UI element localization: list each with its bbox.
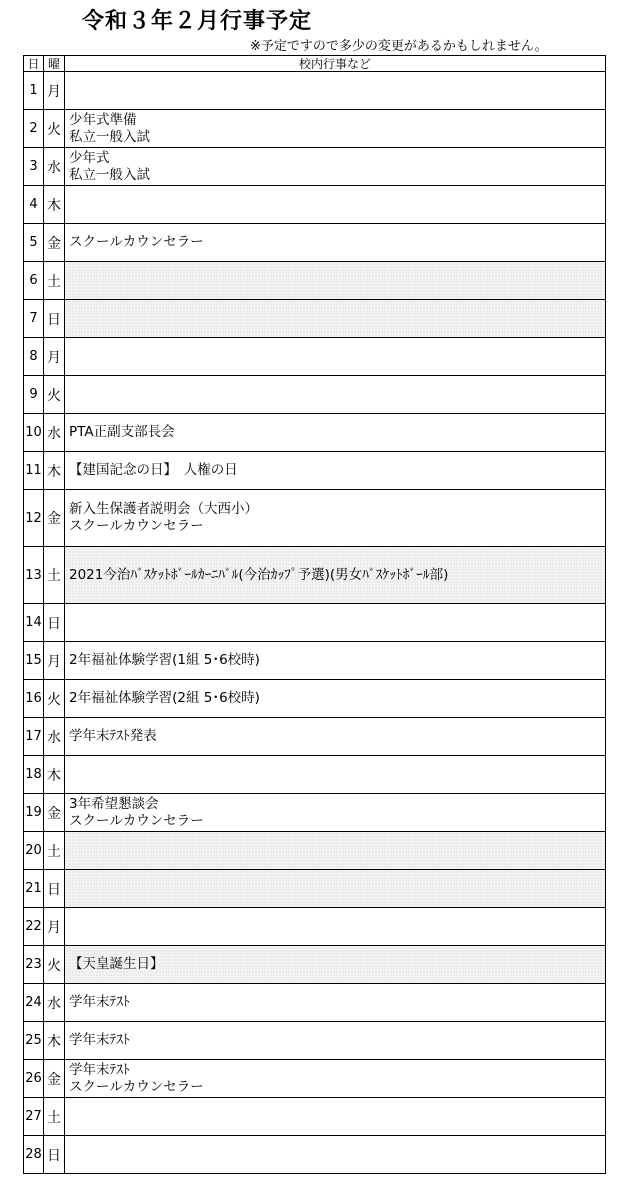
table-row (24, 414, 606, 452)
table-row (24, 376, 606, 414)
events-cell (65, 984, 606, 1022)
events-cell (65, 1022, 606, 1060)
header-day: 日 (24, 56, 44, 72)
day-cell: 6 (24, 262, 44, 300)
weekday-cell: 月 (44, 642, 65, 680)
weekday-cell: 木 (44, 756, 65, 794)
weekday-cell: 土 (44, 1098, 65, 1136)
table-row (24, 148, 606, 186)
schedule-body (24, 72, 606, 1174)
table-row (24, 718, 606, 756)
event-text: 少年式 (69, 149, 110, 166)
events-cell (65, 110, 606, 148)
table-row (24, 1098, 606, 1136)
weekday-cell: 火 (44, 946, 65, 984)
weekday-cell: 金 (44, 794, 65, 832)
day-cell: 18 (24, 756, 44, 794)
weekday-cell: 日 (44, 604, 65, 642)
table-row (24, 756, 606, 794)
weekday-cell: 金 (44, 224, 65, 262)
day-cell: 25 (24, 1022, 44, 1060)
table-row (24, 452, 606, 490)
event-text: 少年式準備 (69, 111, 137, 128)
table-row (24, 680, 606, 718)
weekday-cell: 水 (44, 718, 65, 756)
table-row (24, 946, 606, 984)
disclaimer-note: ※予定ですので多少の変更があるかもしれません。 (250, 39, 548, 54)
weekday-cell: 月 (44, 72, 65, 110)
event-text: PTA正副支部長会 (69, 424, 175, 440)
weekday-cell: 水 (44, 984, 65, 1022)
day-cell: 19 (24, 794, 44, 832)
events-cell (65, 756, 606, 794)
day-cell: 15 (24, 642, 44, 680)
event-text: 【天皇誕生日】 (69, 956, 164, 972)
table-row (24, 642, 606, 680)
weekday-cell: 木 (44, 452, 65, 490)
table-row (24, 547, 606, 604)
table-row (24, 1136, 606, 1174)
events-cell (65, 870, 606, 908)
table-row (24, 490, 606, 547)
events-cell (65, 1136, 606, 1174)
events-cell (65, 224, 606, 262)
event-text: スクールカウンセラー (69, 1078, 204, 1095)
events-cell (65, 794, 606, 832)
table-row (24, 1022, 606, 1060)
events-cell (65, 490, 606, 547)
weekday-cell: 日 (44, 870, 65, 908)
day-cell: 2 (24, 110, 44, 148)
event-text: スクールカウンセラー (69, 518, 204, 534)
table-row (24, 908, 606, 946)
day-cell: 21 (24, 870, 44, 908)
event-text: 学年末ﾃｽﾄ (69, 994, 130, 1010)
table-row (24, 832, 606, 870)
weekday-cell: 土 (44, 262, 65, 300)
events-cell (65, 338, 606, 376)
table-row (24, 262, 606, 300)
schedule-table (23, 55, 606, 1174)
weekday-cell: 木 (44, 186, 65, 224)
day-cell: 26 (24, 1060, 44, 1098)
events-cell (65, 414, 606, 452)
events-cell (65, 1060, 606, 1098)
table-row (24, 300, 606, 338)
day-cell: 9 (24, 376, 44, 414)
event-text: 私立一般入試 (69, 128, 150, 145)
events-cell (65, 148, 606, 186)
events-cell (65, 186, 606, 224)
events-cell (65, 832, 606, 870)
event-text: 私立一般入試 (69, 166, 150, 183)
table-row (24, 186, 606, 224)
table-row (24, 870, 606, 908)
events-cell (65, 680, 606, 718)
events-cell (65, 547, 606, 604)
weekday-cell: 火 (44, 680, 65, 718)
weekday-cell: 火 (44, 376, 65, 414)
weekday-cell: 木 (44, 1022, 65, 1060)
event-text: 学年末ﾃｽﾄ (69, 1061, 130, 1078)
events-cell (65, 718, 606, 756)
event-text: 【建国記念の日】 人権の日 (69, 462, 238, 478)
weekday-cell: 水 (44, 414, 65, 452)
day-cell: 11 (24, 452, 44, 490)
day-cell: 12 (24, 490, 44, 547)
table-row (24, 338, 606, 376)
header-row (24, 56, 606, 72)
header-weekday: 曜 (44, 56, 65, 72)
day-cell: 8 (24, 338, 44, 376)
events-cell (65, 908, 606, 946)
day-cell: 24 (24, 984, 44, 1022)
day-cell: 20 (24, 832, 44, 870)
day-cell: 5 (24, 224, 44, 262)
day-cell: 1 (24, 72, 44, 110)
events-cell (65, 452, 606, 490)
weekday-cell: 土 (44, 547, 65, 604)
event-text: 新入生保護者説明会（大西小） (69, 501, 258, 517)
day-cell: 3 (24, 148, 44, 186)
events-cell (65, 262, 606, 300)
events-cell (65, 642, 606, 680)
events-cell (65, 300, 606, 338)
day-cell: 17 (24, 718, 44, 756)
weekday-cell: 日 (44, 300, 65, 338)
weekday-cell: 月 (44, 338, 65, 376)
weekday-cell: 水 (44, 148, 65, 186)
weekday-cell: 月 (44, 908, 65, 946)
events-cell (65, 1098, 606, 1136)
day-cell: 14 (24, 604, 44, 642)
event-text: スクールカウンセラー (69, 812, 204, 829)
weekday-cell: 土 (44, 832, 65, 870)
events-cell (65, 72, 606, 110)
event-text: スクールカウンセラー (69, 234, 204, 250)
events-cell (65, 376, 606, 414)
day-cell: 27 (24, 1098, 44, 1136)
event-text: 2年福祉体験学習(1組 5･6校時) (69, 652, 260, 668)
day-cell: 10 (24, 414, 44, 452)
day-cell: 22 (24, 908, 44, 946)
table-row (24, 794, 606, 832)
header-events: 校内行事など (65, 56, 606, 72)
weekday-cell: 金 (44, 1060, 65, 1098)
table-row (24, 224, 606, 262)
events-cell (65, 946, 606, 984)
event-text: 学年末ﾃｽﾄ (69, 1032, 130, 1048)
table-row (24, 110, 606, 148)
event-text: 学年末ﾃｽﾄ発表 (69, 728, 157, 744)
events-cell (65, 604, 606, 642)
day-cell: 16 (24, 680, 44, 718)
event-text: 2021今治ﾊﾞｽｹｯﾄﾎﾞｰﾙｶｰﾆﾊﾞﾙ(今治ｶｯﾌﾟ予選)(男女ﾊﾞｽｹｯﾄﾎﾞｰﾙ部) (69, 566, 449, 583)
day-cell: 4 (24, 186, 44, 224)
day-cell: 23 (24, 946, 44, 984)
table-row (24, 72, 606, 110)
day-cell: 13 (24, 547, 44, 604)
page-title: 令和３年２月行事予定 (82, 9, 313, 34)
weekday-cell: 金 (44, 490, 65, 547)
day-cell: 28 (24, 1136, 44, 1174)
event-text: 3年希望懇談会 (69, 795, 159, 812)
table-row (24, 604, 606, 642)
weekday-cell: 火 (44, 110, 65, 148)
table-row (24, 1060, 606, 1098)
day-cell: 7 (24, 300, 44, 338)
table-row (24, 984, 606, 1022)
event-text: 2年福祉体験学習(2組 5･6校時) (69, 690, 260, 706)
weekday-cell: 日 (44, 1136, 65, 1174)
